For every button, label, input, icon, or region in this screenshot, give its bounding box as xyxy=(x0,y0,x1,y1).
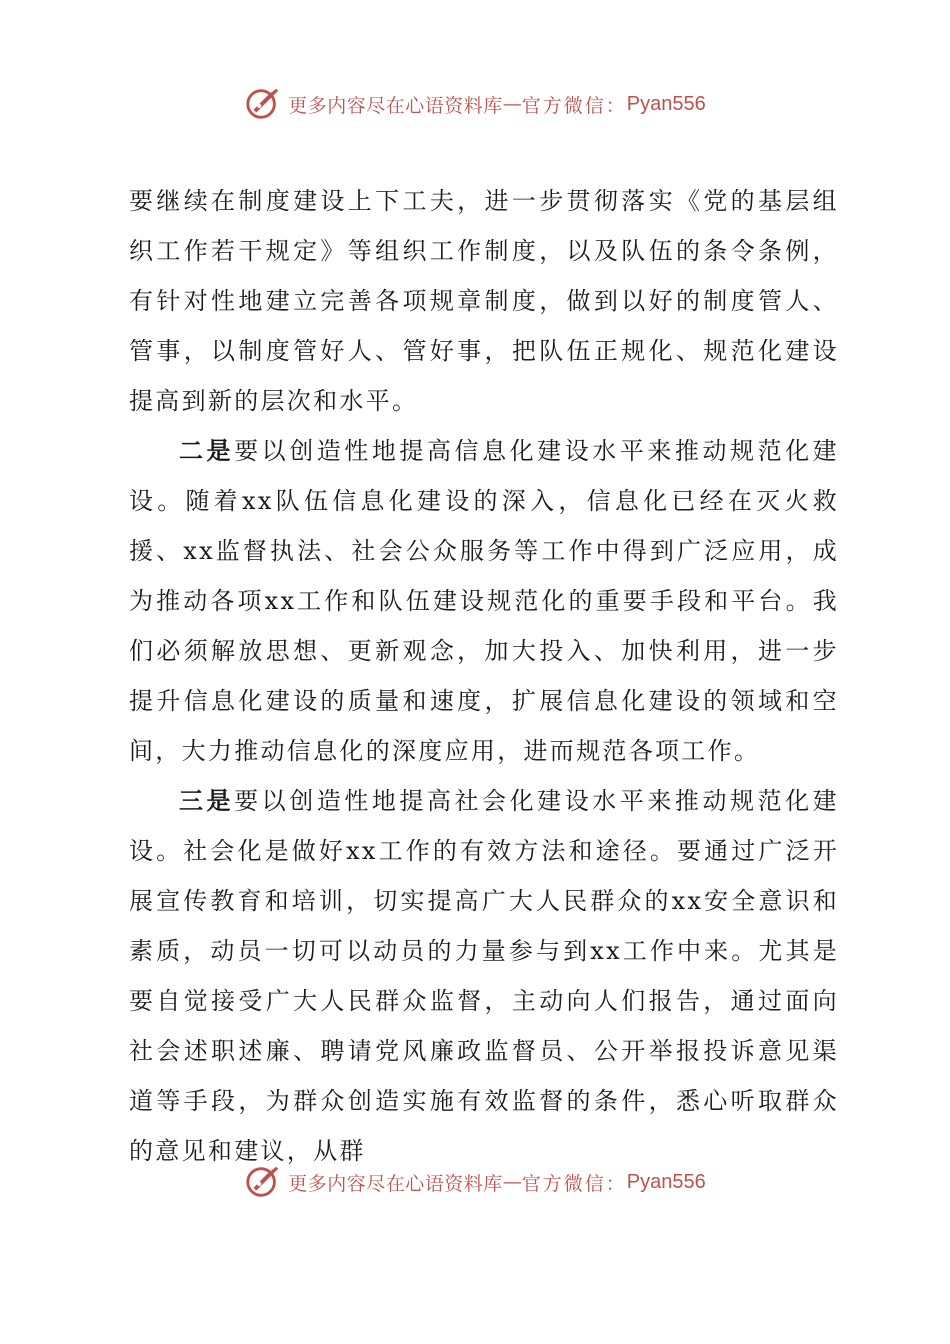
brand-text: 更多内容尽在心语资料库 xyxy=(288,94,503,117)
header-banner xyxy=(0,82,950,126)
wechat-id: Pyan556 xyxy=(626,1170,706,1193)
paragraph-2 xyxy=(129,426,839,776)
paragraph-3 xyxy=(129,776,839,1176)
footer-banner xyxy=(0,1160,950,1204)
pen-logo-icon xyxy=(244,1163,282,1201)
paragraph-2-text: 要以创造性地提高信息化建设水平来推动规范化建设。随着xx队伍信息化建设的深入，信息化已经在灭火救援、xx监督执法、社会公众服务等工作中得到广泛应用，成为推动各项xx工作和队伍建设规范化的重要手段和平台。我们必须解放思想、更新观念，加大投入、加快利用，进一步提升信息化建设的质量和速度，扩展信息化建设的领域和空间，大力推动信息化的深度应用，进而规范各项工作。 xyxy=(129,437,839,765)
banner-dash: — xyxy=(502,93,522,115)
wechat-id: Pyan556 xyxy=(626,92,706,115)
paragraph-2-lead: 二是 xyxy=(179,436,235,465)
banner-dash: — xyxy=(502,1171,522,1193)
brand-text: 更多内容尽在心语资料库 xyxy=(288,1172,503,1195)
paragraph-3-text: 要以创造性地提高社会化建设水平来推动规范化建设。社会化是做好xx工作的有效方法和途径。要通过广泛开展宣传教育和培训，切实提高广大人民群众的xx安全意识和素质，动员一切可以动员的力量参与到xx工作中来。尤其是要自觉接受广大人民群众监督，主动向人们报告，通过面向社会述职述廉、聘请党风廉政监督员、公开举报投诉意见渠道等手段，为群众创造实施有效监督的条件，悉心听取群众的意见和建议，从群 xyxy=(129,787,839,1165)
wechat-label: 官方微信： xyxy=(521,94,627,117)
paragraph-1: 要继续在制度建设上下工夫，进一步贯彻落实《党的基层组织工作若干规定》等组织工作制度，以及队伍的条令条例，有针对性地建立完善各项规章制度，做到以好的制度管人、管事，以制度管好人、管好事，把队伍正规化、规范化建设提高到新的层次和水平。 xyxy=(129,187,839,415)
wechat-label: 官方微信： xyxy=(521,1172,627,1195)
pen-logo-icon xyxy=(244,85,282,123)
paragraph-3-lead: 三是 xyxy=(179,786,235,815)
document-body xyxy=(129,176,839,1176)
